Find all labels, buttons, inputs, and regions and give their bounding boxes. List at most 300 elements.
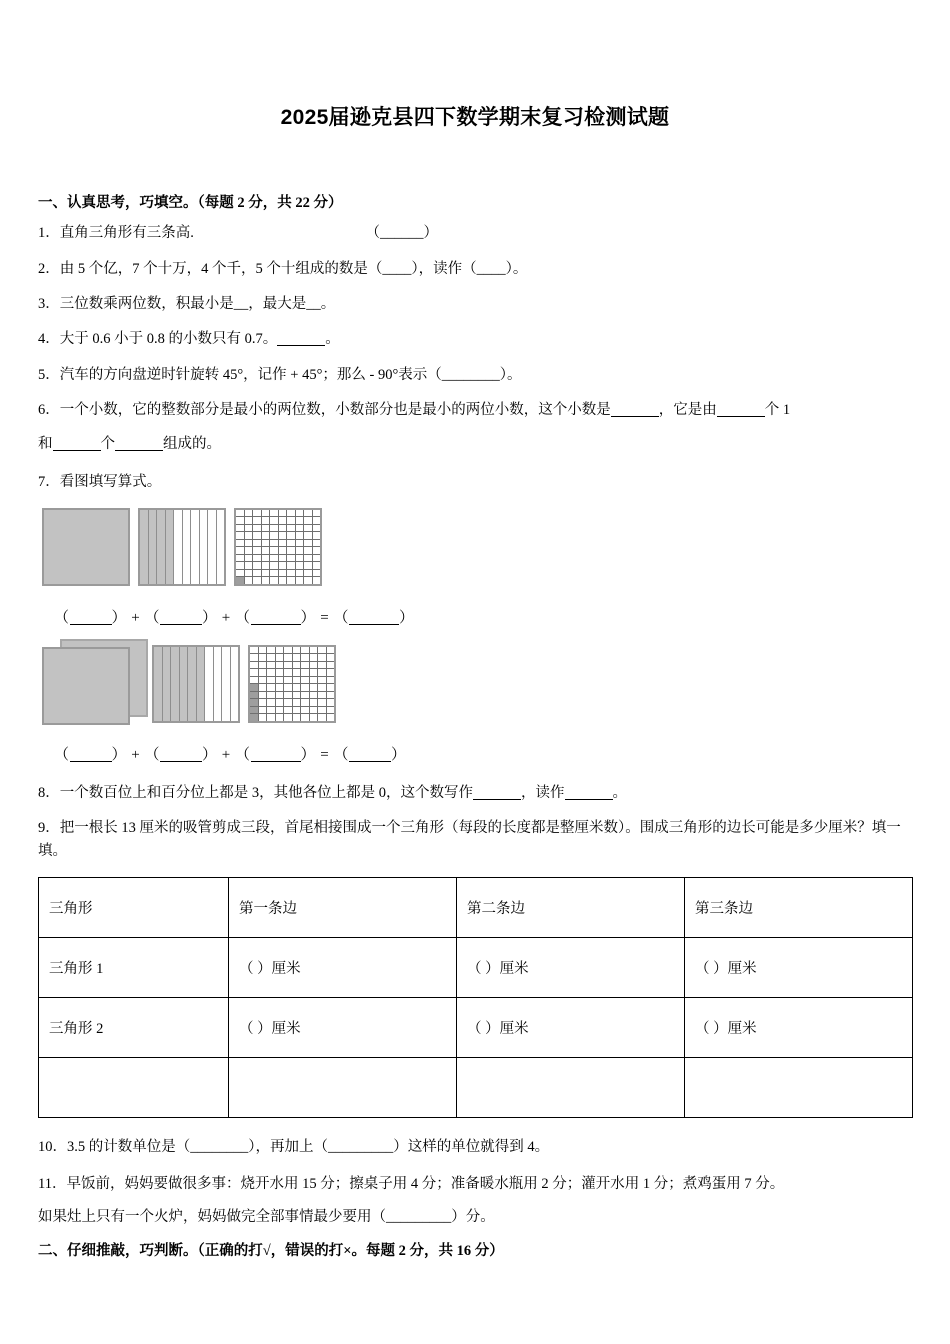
grid-cell xyxy=(313,577,321,584)
grid-cell xyxy=(313,555,321,562)
grid-cell xyxy=(245,540,254,547)
question-10: 10．3.5 的计数单位是（________），再加上（_________）这样的单位就得到 4。 xyxy=(38,1139,550,1156)
grid-cell xyxy=(262,562,271,569)
grid-cell xyxy=(318,707,327,714)
grid-cell xyxy=(276,662,285,669)
question-4-text: 4．大于 0.6 小于 0.8 的小数只有 0.7。 xyxy=(38,331,278,348)
grid-cell xyxy=(304,510,313,517)
grid-cell xyxy=(310,654,319,661)
question-6 xyxy=(38,399,912,421)
grid-cell xyxy=(276,677,285,684)
grid-cell xyxy=(253,577,262,584)
figure-group-1 xyxy=(38,502,912,586)
grid-row xyxy=(250,714,334,721)
grid-cell xyxy=(327,669,335,676)
question-1-answer-blank[interactable]: （______） xyxy=(365,225,438,242)
question-8-blank-2[interactable] xyxy=(565,799,613,800)
question-2: 2．由 5 个亿，7 个十万，4 个千，5 个十组成的数是（____），读作（____）。 xyxy=(38,260,528,277)
grid-cell xyxy=(287,540,296,547)
grid-cell xyxy=(259,692,268,699)
grid-cell xyxy=(259,714,268,721)
grid-cell xyxy=(250,699,259,706)
stacked-whole-squares-figure xyxy=(40,639,146,723)
table-row xyxy=(39,938,913,998)
question-4-blank[interactable] xyxy=(277,345,325,346)
paren-close: ） xyxy=(300,746,317,763)
grid-cell xyxy=(296,555,305,562)
paren-close: ） xyxy=(300,609,317,626)
grid-cell xyxy=(236,532,245,539)
grid-cell xyxy=(284,654,293,661)
grid-row xyxy=(236,540,320,548)
grid-cell xyxy=(313,562,321,569)
table-cell[interactable]: （ ）厘米 xyxy=(457,998,685,1058)
grid-cell xyxy=(301,654,310,661)
grid-cell xyxy=(267,677,276,684)
grid-cell xyxy=(327,692,335,699)
question-6-blank-2[interactable] xyxy=(717,416,765,417)
grid-cell xyxy=(284,699,293,706)
paren-close: ） xyxy=(111,609,128,626)
grid-cell xyxy=(284,692,293,699)
grid-cell xyxy=(250,647,259,654)
grid-cell xyxy=(245,577,254,584)
grid-cell xyxy=(270,547,279,554)
grid-cell xyxy=(327,662,335,669)
grid-cell xyxy=(301,647,310,654)
strip-cell xyxy=(171,647,180,721)
grid-cell xyxy=(296,525,305,532)
grid-cell xyxy=(318,692,327,699)
grid-cell xyxy=(270,555,279,562)
grid-cell xyxy=(304,525,313,532)
strip-cell xyxy=(197,647,206,721)
table-header-cell: 第三条边 xyxy=(685,878,913,938)
table-row-label: 三角形 1 xyxy=(39,938,229,998)
grid-cell xyxy=(276,699,285,706)
equals-symbol: = xyxy=(320,746,330,763)
grid-cell xyxy=(293,677,302,684)
question-6-blank-4[interactable] xyxy=(115,450,163,451)
tenths-strip-square xyxy=(138,508,226,586)
hundredths-grid-square xyxy=(234,508,322,586)
grid-cell xyxy=(270,562,279,569)
section-one-heading: 一、认真思考，巧填空。（每题 2 分，共 22 分） xyxy=(38,195,343,212)
grid-cell xyxy=(327,647,335,654)
grid-cell xyxy=(276,714,285,721)
figure-group-2 xyxy=(38,639,912,723)
table-cell[interactable]: （ ）厘米 xyxy=(229,938,457,998)
grid-cell xyxy=(245,547,254,554)
grid-cell xyxy=(284,684,293,691)
grid-cell xyxy=(301,662,310,669)
strip-cell xyxy=(140,510,149,584)
grid-cell xyxy=(262,540,271,547)
grid-cell xyxy=(287,517,296,524)
question-6-text-c: 个 1 xyxy=(764,402,791,419)
grid-cell xyxy=(327,714,335,721)
grid-cell xyxy=(262,547,271,554)
grid-cell xyxy=(279,517,288,524)
strip-cell xyxy=(174,510,183,584)
grid-cell xyxy=(253,517,262,524)
grid-cell xyxy=(318,647,327,654)
question-6-blank-1[interactable] xyxy=(611,416,659,417)
grid-cell xyxy=(236,517,245,524)
grid-cell xyxy=(318,669,327,676)
grid-row xyxy=(250,692,334,700)
grid-cell xyxy=(293,654,302,661)
grid-cell xyxy=(287,570,296,577)
strip-cell xyxy=(180,647,189,721)
question-8-blank-1[interactable] xyxy=(473,799,521,800)
question-3: 3．三位数乘两位数，积最小是__，最大是__。 xyxy=(38,295,336,312)
grid-cell xyxy=(259,669,268,676)
question-6-text-e: 个 xyxy=(100,435,115,452)
question-1 xyxy=(38,222,912,244)
grid-cell xyxy=(284,707,293,714)
paren-open: （ xyxy=(54,746,70,763)
equation-1-blank-4[interactable] xyxy=(349,624,399,625)
plus-symbol: + xyxy=(131,609,141,626)
grid-cell xyxy=(250,669,259,676)
grid-cell xyxy=(267,692,276,699)
question-7: 7．看图填写算式。 xyxy=(38,474,162,491)
equation-2-blank-3[interactable] xyxy=(251,761,301,762)
grid-cell xyxy=(313,570,321,577)
grid-cell xyxy=(296,562,305,569)
paren-close: ） xyxy=(399,609,415,626)
grid-cell xyxy=(236,525,245,532)
grid-row xyxy=(236,532,320,540)
grid-cell xyxy=(310,699,319,706)
grid-cell xyxy=(236,510,245,517)
plus-symbol: + xyxy=(131,746,141,763)
grid-cell xyxy=(276,684,285,691)
table-row-label xyxy=(39,1058,229,1118)
grid-cell xyxy=(313,540,321,547)
grid-cell xyxy=(296,517,305,524)
strip-cell xyxy=(183,510,192,584)
grid-cell xyxy=(267,699,276,706)
grid-cell xyxy=(296,510,305,517)
question-5: 5．汽车的方向盘逆时针旋转 45°，记作 + 45°；那么 - 90°表示（________）。 xyxy=(38,366,522,383)
grid-cell xyxy=(318,699,327,706)
grid-cell xyxy=(310,647,319,654)
grid-cell xyxy=(310,677,319,684)
grid-row xyxy=(250,669,334,677)
grid-cell xyxy=(293,662,302,669)
grid-cell xyxy=(253,547,262,554)
question-11: 11．早饭前，妈妈要做很多事：烧开水用 15 分；擦桌子用 4 分；准备暖水瓶用 2 分；灌开水用 1 分；煮鸡蛋用 7 分。 xyxy=(38,1175,785,1192)
grid-row xyxy=(250,654,334,662)
grid-cell xyxy=(267,714,276,721)
table-cell[interactable]: （ ）厘米 xyxy=(685,938,913,998)
hundredths-grid-square xyxy=(248,645,336,723)
grid-cell xyxy=(293,707,302,714)
grid-cell xyxy=(245,517,254,524)
grid-cell xyxy=(245,532,254,539)
grid-cell xyxy=(245,525,254,532)
grid-cell xyxy=(313,510,321,517)
grid-cell xyxy=(279,555,288,562)
grid-cell xyxy=(310,684,319,691)
tenths-strip-square xyxy=(152,645,240,723)
equation-2-blank-2[interactable] xyxy=(160,761,202,762)
table-row xyxy=(39,1058,913,1118)
grid-cell xyxy=(250,714,259,721)
grid-cell xyxy=(293,647,302,654)
grid-cell xyxy=(236,555,245,562)
grid-cell xyxy=(327,684,335,691)
grid-cell xyxy=(276,669,285,676)
grid-cell xyxy=(313,547,321,554)
section-two-heading: 二、仔细推敲，巧判断。（正确的打√，错误的打×。每题 2 分，共 16 分） xyxy=(38,1242,504,1259)
grid-cell xyxy=(327,707,335,714)
grid-cell xyxy=(310,707,319,714)
plus-symbol: + xyxy=(221,609,231,626)
table-cell[interactable]: （ ）厘米 xyxy=(457,938,685,998)
grid-cell xyxy=(301,684,310,691)
grid-row xyxy=(236,547,320,555)
grid-cell xyxy=(279,510,288,517)
grid-cell xyxy=(279,562,288,569)
grid-cell xyxy=(279,525,288,532)
paren-open: （ xyxy=(333,746,350,763)
table-row xyxy=(39,998,913,1058)
table-cell[interactable]: （ ）厘米 xyxy=(685,998,913,1058)
table-cell[interactable]: （ ）厘米 xyxy=(229,998,457,1058)
grid-cell xyxy=(284,669,293,676)
grid-cell xyxy=(327,654,335,661)
table-header-cell: 第二条边 xyxy=(457,878,685,938)
grid-cell xyxy=(301,714,310,721)
grid-cell xyxy=(270,510,279,517)
strip-cell xyxy=(205,647,214,721)
grid-cell xyxy=(318,714,327,721)
grid-cell xyxy=(236,570,245,577)
grid-cell xyxy=(310,662,319,669)
grid-cell xyxy=(284,714,293,721)
grid-cell xyxy=(296,540,305,547)
grid-cell xyxy=(293,684,302,691)
whole-square-front xyxy=(42,647,130,725)
grid-cell xyxy=(313,532,321,539)
grid-cell xyxy=(267,669,276,676)
paren-open: （ xyxy=(144,609,161,626)
grid-cell xyxy=(313,517,321,524)
grid-cell xyxy=(253,570,262,577)
question-1-text: 1．直角三角形有三条高. xyxy=(38,225,194,242)
question-11-line2: 如果灶上只有一个火炉，妈妈做完全部事情最少要用（_________）分。 xyxy=(38,1209,495,1226)
paren-open: （ xyxy=(144,746,161,763)
strip-cell xyxy=(231,647,239,721)
grid-cell xyxy=(259,707,268,714)
grid-cell xyxy=(253,555,262,562)
equation-line-1 xyxy=(38,606,912,627)
strip-cell xyxy=(166,510,175,584)
paren-open: （ xyxy=(235,746,251,763)
grid-cell xyxy=(270,525,279,532)
grid-cell xyxy=(301,692,310,699)
grid-cell xyxy=(267,707,276,714)
grid-cell xyxy=(262,577,271,584)
grid-cell xyxy=(236,577,245,584)
equals-symbol: = xyxy=(320,609,330,626)
grid-cell xyxy=(293,699,302,706)
grid-cell xyxy=(310,669,319,676)
question-4-period: 。 xyxy=(325,331,340,348)
question-8-text-b: ，读作 xyxy=(521,784,565,801)
grid-cell xyxy=(296,577,305,584)
grid-row xyxy=(250,677,334,685)
page-title: 2025届逊克县四下数学期末复习检测试题 xyxy=(280,106,670,129)
grid-cell xyxy=(250,692,259,699)
equation-1-blank-3[interactable] xyxy=(251,624,301,625)
grid-cell xyxy=(304,577,313,584)
grid-cell xyxy=(250,684,259,691)
grid-cell xyxy=(259,677,268,684)
section-one xyxy=(38,193,912,1262)
grid-cell xyxy=(301,699,310,706)
table-cell[interactable] xyxy=(685,1058,913,1118)
grid-row xyxy=(250,647,334,655)
grid-cell xyxy=(267,654,276,661)
grid-cell xyxy=(284,662,293,669)
grid-cell xyxy=(245,570,254,577)
grid-cell xyxy=(279,577,288,584)
question-8-text-c: 。 xyxy=(612,784,627,801)
grid-cell xyxy=(276,692,285,699)
grid-cell xyxy=(296,547,305,554)
grid-cell xyxy=(301,677,310,684)
grid-cell xyxy=(245,510,254,517)
grid-cell xyxy=(279,532,288,539)
table-cell[interactable] xyxy=(457,1058,685,1118)
grid-cell xyxy=(301,707,310,714)
question-6-line2 xyxy=(38,433,912,455)
strip-cell xyxy=(222,647,231,721)
strip-cell xyxy=(200,510,209,584)
grid-cell xyxy=(276,654,285,661)
plus-symbol: + xyxy=(221,746,231,763)
grid-row xyxy=(250,684,334,692)
question-8-text-a: 8．一个数百位上和百分位上都是 3，其他各位上都是 0，这个数写作 xyxy=(38,784,473,801)
grid-cell xyxy=(313,525,321,532)
grid-row xyxy=(236,577,320,584)
equation-line-2 xyxy=(38,743,912,764)
grid-cell xyxy=(270,577,279,584)
grid-cell xyxy=(236,547,245,554)
grid-cell xyxy=(253,540,262,547)
grid-cell xyxy=(245,555,254,562)
grid-cell xyxy=(270,532,279,539)
grid-cell xyxy=(318,654,327,661)
grid-cell xyxy=(279,540,288,547)
grid-cell xyxy=(262,532,271,539)
grid-cell xyxy=(327,699,335,706)
strip-cell xyxy=(214,647,223,721)
grid-cell xyxy=(259,654,268,661)
question-6-text-a: 6．一个小数，它的整数部分是最小的两位数，小数部分也是最小的两位小数，这个小数是 xyxy=(38,402,611,419)
equation-2-blank-1[interactable] xyxy=(70,761,112,762)
grid-cell xyxy=(259,699,268,706)
grid-row xyxy=(250,699,334,707)
grid-cell xyxy=(236,562,245,569)
grid-row xyxy=(236,562,320,570)
question-6-text-d: 和 xyxy=(38,435,53,452)
grid-cell xyxy=(279,570,288,577)
grid-cell xyxy=(250,662,259,669)
grid-cell xyxy=(236,540,245,547)
grid-cell xyxy=(253,532,262,539)
paren-close: ） xyxy=(202,746,218,763)
grid-cell xyxy=(253,510,262,517)
grid-cell xyxy=(287,555,296,562)
grid-cell xyxy=(304,517,313,524)
grid-cell xyxy=(293,714,302,721)
grid-cell xyxy=(287,525,296,532)
grid-cell xyxy=(304,555,313,562)
strip-cell xyxy=(188,647,197,721)
table-header-cell: 三角形 xyxy=(39,878,229,938)
grid-cell xyxy=(253,525,262,532)
strip-cell xyxy=(157,510,166,584)
paren-close: ） xyxy=(111,746,128,763)
strip-cell xyxy=(217,510,225,584)
equation-1-blank-1[interactable] xyxy=(70,624,112,625)
paren-open: （ xyxy=(54,609,70,626)
grid-cell xyxy=(318,662,327,669)
grid-cell xyxy=(267,647,276,654)
grid-cell xyxy=(267,684,276,691)
equation-1-blank-2[interactable] xyxy=(160,624,202,625)
grid-cell xyxy=(262,525,271,532)
grid-row xyxy=(236,510,320,518)
grid-cell xyxy=(253,562,262,569)
grid-cell xyxy=(287,562,296,569)
equation-2-blank-4[interactable] xyxy=(349,761,391,762)
table-row-label: 三角形 2 xyxy=(39,998,229,1058)
grid-cell xyxy=(279,547,288,554)
question-6-blank-3[interactable] xyxy=(53,450,101,451)
grid-cell xyxy=(296,532,305,539)
grid-row xyxy=(250,707,334,715)
grid-cell xyxy=(304,562,313,569)
grid-row xyxy=(236,517,320,525)
table-cell[interactable] xyxy=(229,1058,457,1118)
grid-cell xyxy=(310,714,319,721)
question-6-text-f: 组成的。 xyxy=(163,435,221,452)
grid-cell xyxy=(327,677,335,684)
grid-cell xyxy=(287,532,296,539)
grid-cell xyxy=(293,669,302,676)
grid-cell xyxy=(296,570,305,577)
grid-cell xyxy=(293,692,302,699)
grid-cell xyxy=(287,547,296,554)
grid-cell xyxy=(250,707,259,714)
grid-row xyxy=(236,555,320,563)
grid-cell xyxy=(318,677,327,684)
grid-cell xyxy=(267,662,276,669)
grid-cell xyxy=(304,547,313,554)
grid-cell xyxy=(304,570,313,577)
grid-cell xyxy=(270,517,279,524)
grid-cell xyxy=(276,707,285,714)
grid-cell xyxy=(262,517,271,524)
grid-cell xyxy=(259,647,268,654)
grid-cell xyxy=(304,540,313,547)
